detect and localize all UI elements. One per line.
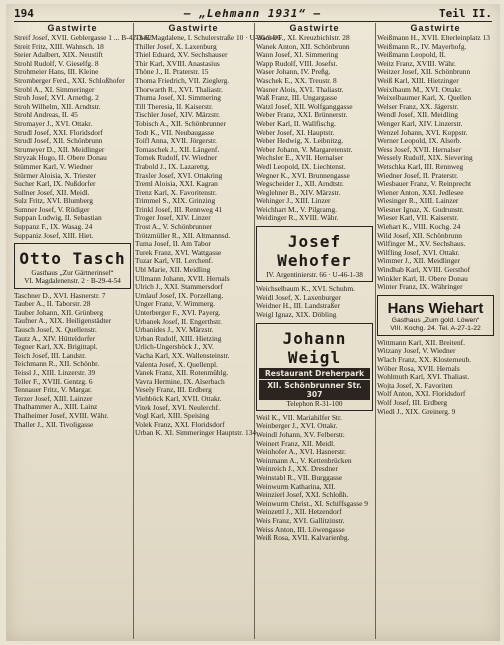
directory-entry: Urlich-Ungersböck J., XV.	[135, 342, 214, 352]
directory-entry: Weitzer Josef, XII. Schönbrunn	[377, 67, 471, 77]
directory-entry: Sumner Josef, V. Rüdiger	[14, 204, 90, 214]
directory-entry: Thoma Friedrich, VII. Zieglerg.	[135, 75, 230, 85]
directory-entry: Ullmann Johann, XVII. Hernals	[135, 273, 230, 283]
columns	[14, 23, 494, 641]
directory-entry: Waß Franz, III. Ungargasse	[256, 93, 338, 103]
directory-entry: Weber Franz, XXI. Brünnerstr.	[256, 110, 348, 120]
advert-band: Restaurant Dreherpark	[259, 368, 370, 379]
directory-entry: Welser Franz, XX. Jägerstr.	[377, 101, 459, 111]
directory-entry: Wanek F., XI. Kreuzbichlstr. 28	[256, 33, 350, 42]
directory-entry: Wlach Franz, XX. Klosterneub.	[377, 355, 471, 364]
book-title: – „Lehmann 1931“ –	[184, 7, 322, 20]
directory-entry: Wohlmuth Karl, XVI. Thaliast.	[377, 372, 470, 382]
directory-entry: Strohmeier Hans, III. Kleine	[14, 67, 99, 77]
directory-entry: Sucher Karl, IX. Nußdorfer	[14, 179, 96, 189]
directory-entry: Wimmer J., XII. Meidlinger	[377, 256, 461, 266]
directory-entry: Weichselbaum K., XVI. Schuhm.	[256, 284, 355, 294]
advert-josef-wehofer	[256, 226, 373, 282]
directory-entry: Vanek Franz, XII. Rotenmühlg.	[135, 368, 229, 378]
directory-entry: Wechsler E., XVII. Hernalser	[256, 153, 344, 163]
column-divider	[254, 23, 255, 639]
entry-list	[14, 292, 131, 430]
column-4	[377, 23, 494, 639]
entry-list	[256, 414, 373, 543]
directory-entry: Stromayer J., XVI. Ottakr.	[14, 118, 93, 128]
directory-entry: Wessely Rudolf, XIX. Sievering	[377, 153, 473, 163]
directory-entry: Windhab Karl, XVIII. Gersthof	[377, 265, 471, 275]
directory-entry: Stroh Josef, XVI. Arnethg. 2	[14, 93, 99, 103]
directory-entry: Weidner H., III. Landstraßer	[256, 301, 340, 311]
directory-entry: Weinwurm Katharina, XII.	[256, 481, 336, 491]
directory-entry: Umlauf Josef, IX. Porzellang.	[135, 290, 224, 300]
directory-entry: Tauber Johann, XII. Grünberg	[14, 307, 104, 317]
directory-entry: Weiß Rosa, XVII. Kalvarienbg.	[256, 533, 350, 543]
directory-entry: Thaller J., XII. Tivoligasse	[14, 419, 94, 429]
directory-entry: Thorwarth R., XVI. Thaliastr.	[135, 84, 223, 94]
directory-entry: Wenger Karl, XIV. Linzerstr.	[377, 118, 463, 128]
directory-entry: Wegscheider J., XII. Arndtstr.	[256, 179, 344, 189]
advert-line: VIII. Kochg. 24. Tel. A-27-1-22	[390, 324, 481, 332]
running-head	[14, 6, 492, 22]
column-heading: Gastwirte	[289, 23, 340, 33]
directory-entry: Tauber A., II. Taborstr. 28	[14, 299, 91, 309]
directory-entry: Wanek Anton, XII. Schönbrunn	[256, 41, 350, 51]
directory-entry: Watzl Josef, XII. Wolfganggasse	[256, 101, 353, 111]
directory-entry: Wiehart K., VIII. Kochg. 24	[377, 222, 461, 232]
advert-hans-wiehart	[377, 295, 494, 336]
advert-line: VI. Magdalenenstr. 2 · B-29-4-54	[24, 277, 121, 286]
directory-entry: Sullner Josef, XII. Meidl.	[14, 187, 90, 197]
directory-entry: Suppaniz Josef, XIII. Hiet.	[14, 230, 94, 240]
directory-entry: Wegner K., XVI. Brunnengasse	[256, 170, 350, 180]
directory-entry: Unterberger F., XVI. Payerg.	[135, 308, 221, 317]
directory-entry: Weber Karl, II. Wallfischg.	[256, 118, 336, 128]
directory-entry: Trötzmüller R., XII. Altmannsd.	[135, 230, 231, 240]
directory-entry: Terzer Josef, XIII. Lainzer	[14, 393, 93, 403]
directory-entry: Taschner D., XVI. Hasnerstr. 7	[14, 290, 106, 300]
directory-entry: Toifl Anna, XVII. Jörgerstr.	[135, 136, 217, 146]
directory-entry: Weigl Ignaz, XIX. Döbling	[256, 310, 337, 320]
directory-entry: Stürmer Aloisia, X. Triester	[14, 170, 96, 180]
directory-entry: Winkler Karl, II. Obere Donau	[377, 273, 468, 283]
directory-entry: Weis Franz, XVI. Gallitzinstr.	[256, 515, 345, 525]
directory-entry: Stroh Wilhelm, XII. Arndtstr.	[14, 101, 101, 111]
directory-entry: Wann Josef, XI. Simmering	[256, 50, 339, 60]
advert-address: XII. Schönbrunner Str. 307	[259, 380, 370, 400]
directory-entry: Strohl Andreas, II. 45	[14, 110, 78, 120]
directory-entry: Weinert Franz, XII. Meidl.	[256, 438, 336, 448]
directory-entry: Weiß Karl, XIII. Hietzinger	[377, 75, 459, 85]
directory-entry: Weißmann H., XVII. Elterleinplatz 13	[377, 33, 490, 42]
directory-page	[6, 4, 500, 641]
directory-entry: Volek Franz, XXI. Floridsdorf	[135, 419, 225, 429]
directory-entry: Tuzar Karl, VII. Lerchenf.	[135, 256, 213, 266]
directory-entry: Vogl Karl, XIII. Speising	[135, 411, 210, 421]
directory-entry: Thill Magdalene, I. Schulerstraße 10 · U-26-9-96	[135, 33, 281, 42]
directory-entry: Treml Aloisia, XXI. Kagran	[135, 179, 218, 189]
directory-entry: Ubl Marie, XII. Meidling	[135, 265, 211, 275]
advert-line: Gasthaus „Zum gold. Löwen“	[391, 316, 480, 324]
directory-entry: Suppanz F., IX. Wasag. 24	[14, 222, 93, 232]
directory-entry: Weidinger R., XVIII. Währ.	[256, 213, 339, 223]
entry-list	[256, 34, 373, 223]
directory-entry: Wedl Leopold, IX. Liechtenst.	[256, 161, 346, 171]
advert-name: Otto Tasch	[19, 249, 126, 269]
directory-entry: Weichhart M., V. Pilgramg.	[256, 204, 338, 214]
directory-entry: Sulz Fritz, XVI. Blumberg	[14, 196, 93, 206]
directory-entry: Witzany Josef, V. Wiedner	[377, 346, 456, 356]
directory-entry: Wehinger J., XIII. Linzer	[256, 196, 331, 206]
directory-entry: Weixlbaum M., XVI. Ottakr.	[377, 84, 462, 94]
directory-entry: Urban K. XI. Simmeringer Hauptstr. 134	[135, 428, 257, 438]
directory-entry: Thalhammer A., XIII. Lainz	[14, 402, 98, 412]
directory-entry: Weinstabl R., VII. Burggasse	[256, 473, 343, 482]
directory-entry: Trost A., V. Schönbrunner	[135, 222, 213, 232]
directory-entry: Weißmann Leopold, II.	[377, 50, 446, 60]
directory-entry: Valenta Josef, X. Quellenpl.	[135, 359, 218, 369]
directory-entry: Thuma Josef, XI. Simmering	[135, 93, 222, 103]
directory-entry: Strudl Josef, XII. Schönbrunn	[14, 136, 103, 146]
directory-entry: Vavra Hermine, IX. Alserbach	[135, 376, 225, 386]
directory-entry: Wapp Rudolf, VIII. Josefst.	[256, 58, 338, 68]
directory-entry: Waschek E., XX. Treustr. 8	[256, 75, 337, 85]
directory-entry: Weinhofer A., XVI. Hasnerstr.	[256, 447, 346, 457]
directory-entry: Wilfinger M., XV. Sechshaus.	[377, 239, 466, 249]
directory-entry: Stümmer Karl, V. Wiedner	[14, 161, 93, 171]
directory-entry: Thalheimer Josef, XVIII. Währ.	[14, 410, 109, 420]
directory-entry: Stryzak Hugo, II. Obere Donau	[14, 153, 107, 163]
column-divider	[375, 23, 376, 639]
advert-line: Gasthaus „Zur Gärtnerinsel“	[31, 269, 114, 278]
directory-entry: Urbanides J., XV. Märzstr.	[135, 325, 214, 335]
directory-entry: Wiesbauer Franz, V. Reinprecht	[377, 179, 472, 189]
directory-entry: Taufner A., XIX. Heiligenstädter	[14, 316, 112, 326]
advert-johann-weigl	[256, 323, 373, 411]
directory-entry: Weinberger J., XVI. Ottakr.	[256, 421, 338, 431]
directory-entry: Tischler Josef, XIV. Märzstr.	[135, 110, 220, 120]
directory-entry: Teich Josef, III. Landstr.	[14, 350, 87, 360]
directory-entry: Wiesinger R., XIII. Lainzer	[377, 196, 459, 206]
advert-otto-tasch	[14, 243, 131, 288]
directory-entry: Streif Josef, XVII. Geblergasse 1 ... B-42-3-62	[14, 33, 152, 42]
entry-list	[14, 33, 152, 240]
directory-entry: Tomaschek J., XII. Längenf.	[135, 144, 220, 154]
directory-entry: Weißmann R., IV. Mayerhofg.	[377, 41, 467, 51]
directory-entry: Werner Leopold, IX. Alserb.	[377, 136, 462, 146]
directory-entry: Weinzierl Josef, XXI. Schloßh.	[256, 490, 349, 500]
advert-line: IV. Argentinierstr. 66 · U-46-1-38	[266, 271, 363, 280]
directory-entry: Weinreich J., XX. Dresdner	[256, 464, 338, 474]
directory-entry: Weber Josef, XI. Hauptstr.	[256, 127, 335, 137]
directory-entry: Winter Franz, IX. Währinger	[377, 282, 463, 292]
directory-entry: Streit Fritz, XIII. Wahnsch. 18	[14, 41, 104, 51]
directory-entry: Teissl J., XIII. Linzerstr. 39	[14, 368, 96, 377]
column-heading: Gastwirte	[47, 23, 98, 33]
directory-entry: Strohl Rudolf, V. Gieselfg. 8	[14, 58, 99, 68]
column-divider	[133, 23, 134, 639]
directory-entry: Weiss Anton, III. Löwengasse	[256, 524, 345, 534]
directory-entry: Vesely Franz, III. Erdberg	[135, 385, 212, 395]
directory-entry: Tausch Josef, X. Quellenstr.	[14, 325, 97, 335]
directory-entry: Weinwurm Christ., XI. Schiffsgasse 9	[256, 498, 368, 508]
directory-entry: Wolf Anton, XXI. Floridsdorf	[377, 389, 466, 399]
advert-name: Johann Weigl	[282, 328, 347, 367]
directory-entry: Wetschka Karl, III. Rennweg	[377, 161, 464, 171]
directory-entry: Vacha Karl, XX. Wallensteinstr.	[135, 350, 230, 360]
directory-entry: Ulrich J., XXI. Stammersdorf	[135, 282, 223, 292]
directory-entry: Wess Josef, XVII. Hernalser	[377, 144, 462, 154]
column-2	[135, 23, 281, 639]
directory-entry: Thöne J., II. Praterstr. 15	[135, 67, 209, 77]
directory-entry: Weglehner B., XIV. Märzstr.	[256, 187, 341, 197]
entry-list	[135, 33, 281, 438]
directory-entry: Trabold J., IX. Lazarettg.	[135, 161, 210, 171]
advert-name: Josef Wehofer	[277, 232, 352, 271]
directory-entry: Trinkl Josef, III. Rennweg 41	[135, 204, 223, 214]
directory-entry: Wiesner Ignaz, X. Gudrunstr.	[377, 204, 464, 214]
directory-entry: Wilfling Josef, XVI. Ottakr.	[377, 247, 460, 257]
entry-list	[377, 34, 494, 292]
directory-entry: Teller F., XVIII. Gentzg. 6	[14, 376, 93, 386]
directory-entry: Suppan Ludwig, II. Sebastian	[14, 213, 102, 223]
directory-entry: Turek Franz, XVI. Wattgasse	[135, 247, 222, 257]
directory-entry: Steier Adalbert, XIX. Neustift	[14, 50, 103, 60]
directory-entry: Weidl Josef, X. Laxenburger	[256, 292, 341, 302]
column-3	[256, 23, 373, 639]
column-heading: Gastwirte	[410, 23, 461, 33]
part-label: Teil II.	[439, 7, 492, 20]
directory-entry: Weindl Johann, XV. Felberstr.	[256, 430, 345, 440]
column-heading: Gastwirte	[168, 23, 219, 33]
directory-entry: Till Theresia, II. Kaiserstr.	[135, 101, 214, 111]
entry-list	[256, 285, 373, 319]
directory-entry: Urbanek Josef, II. Engerthstr.	[135, 316, 223, 326]
directory-entry: Viehböck Karl, XVII. Ottakr.	[135, 393, 222, 403]
directory-entry: Thiller Josef, X. Laxenburg	[135, 41, 217, 51]
directory-entry: Strumeyer D., XII. Meidlinger	[14, 144, 105, 154]
page-number: 194	[14, 7, 34, 20]
directory-entry: Traxler Josef, XVI. Ottakring	[135, 170, 223, 180]
directory-entry: Tobisch A., XII. Schönbrunner	[135, 118, 227, 128]
directory-entry: Wendl Josef, XII. Meidling	[377, 110, 458, 120]
directory-entry: Wiedner Josef, II. Praterstr.	[377, 170, 458, 180]
directory-entry: Urban Rudolf, XIII. Hietzing	[135, 333, 222, 343]
directory-entry: Wojta Josef, X. Favoriten	[377, 380, 453, 390]
directory-entry: Weitz Franz, XVIII. Währ.	[377, 58, 456, 68]
directory-entry: Wittmann Karl, XII. Breitenf.	[377, 337, 465, 347]
directory-entry: Weil K., VII. Mariahilfer Str.	[256, 412, 342, 422]
advert-phone: Telephon R-31-100	[286, 399, 343, 408]
directory-entry: Wasner Alois, XVI. Thaliastr.	[256, 84, 344, 94]
directory-entry: Strudl Josef, XXI. Floridsdorf	[14, 127, 103, 137]
directory-entry: Thir Karl, XVIII. Anastasius	[135, 58, 220, 68]
directory-entry: Wiener Anton, XXI. Jedlesee	[377, 187, 464, 197]
directory-entry: Waser Johann, IV. Preßg.	[256, 67, 331, 77]
directory-entry: Tomek Rudolf, IV. Wiedner	[135, 153, 218, 163]
directory-entry: Wolf Josef, III. Erdberg	[377, 397, 448, 407]
directory-entry: Trenz Karl, X. Favoritenstr.	[135, 187, 217, 197]
directory-entry: Strobl A., XI. Simmeringer	[14, 84, 95, 94]
directory-entry: Stromberger Ferd., XXI. Schloßhofer	[14, 75, 125, 85]
directory-entry: Wenzel Johann, XVI. Koppstr.	[377, 127, 468, 137]
directory-entry: Tegner Karl, XX. Brigittapl.	[14, 342, 98, 352]
directory-entry: Tautz A., XIV. Hütteldorfer	[14, 333, 96, 343]
directory-entry: Wöber Rosa, XVII. Hernals	[377, 363, 460, 373]
directory-entry: Weber Hedwig, X. Leibnitzg.	[256, 136, 344, 146]
directory-entry: Vitek Josef, XVI. Neulerchf.	[135, 402, 220, 412]
directory-entry: Unger Franz, V. Wimmerg.	[135, 299, 216, 309]
directory-entry: Troger Josef, XIV. Linzer	[135, 213, 211, 223]
directory-entry: Wieser Karl, VII. Kaiserstr.	[377, 213, 459, 223]
directory-entry: Tennauer Fritz, V. Margar.	[14, 385, 92, 395]
directory-entry: Tuma Josef, II. Am Tabor	[135, 239, 211, 249]
directory-entry: Weber Johann, V. Margaretenstr.	[256, 144, 353, 154]
directory-entry: Weinzettl J., XII. Hetzendorf	[256, 507, 342, 517]
advert-name: Hans Wiehart	[387, 299, 484, 317]
directory-entry: Thiel Eduard, XV. Sechshauser	[135, 50, 228, 60]
directory-entry: Todt K., VII. Neubaugasse	[135, 127, 214, 137]
directory-entry: Wild Josef, XII. Schönbrunn	[377, 230, 462, 240]
header-rule	[14, 21, 492, 22]
column-1	[14, 23, 152, 639]
entry-list	[377, 339, 494, 416]
directory-entry: Teichmann R., XII. Schönbr.	[14, 359, 100, 369]
directory-entry: Weixelbaumer Karl, X. Quellen	[377, 93, 472, 103]
directory-entry: Wiedl J., XIX. Greinerg. 9	[377, 406, 456, 416]
directory-entry: Weinmann A., V. Kettenbrücken	[256, 455, 352, 465]
directory-entry: Trimmel S., XIX. Grinzing	[135, 196, 216, 206]
